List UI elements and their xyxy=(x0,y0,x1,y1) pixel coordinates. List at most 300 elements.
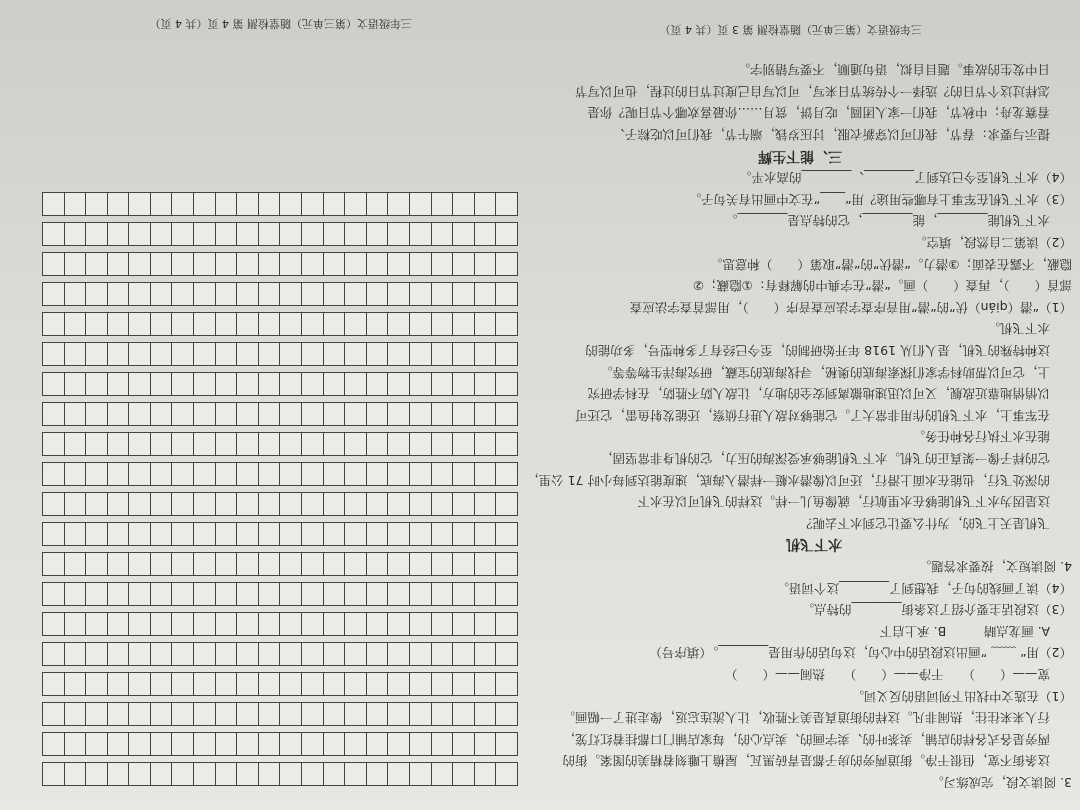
grid-cell[interactable] xyxy=(452,552,475,576)
grid-cell[interactable] xyxy=(474,702,497,726)
grid-cell[interactable] xyxy=(452,222,475,246)
grid-cell[interactable] xyxy=(85,252,108,276)
grid-cell[interactable] xyxy=(409,192,432,216)
grid-cell[interactable] xyxy=(215,612,238,636)
grid-cell[interactable] xyxy=(215,282,238,306)
grid-cell[interactable] xyxy=(42,192,65,216)
grid-cell[interactable] xyxy=(387,342,410,366)
grid-cell[interactable] xyxy=(150,762,173,786)
grid-cell[interactable] xyxy=(215,192,238,216)
grid-cell[interactable] xyxy=(85,312,108,336)
grid-cell[interactable] xyxy=(64,342,87,366)
grid-cell[interactable] xyxy=(128,342,151,366)
grid-cell[interactable] xyxy=(42,702,65,726)
grid-cell[interactable] xyxy=(366,252,389,276)
grid-cell[interactable] xyxy=(258,402,281,426)
grid-cell[interactable] xyxy=(258,672,281,696)
grid-cell[interactable] xyxy=(64,702,87,726)
grid-cell[interactable] xyxy=(64,282,87,306)
grid-cell[interactable] xyxy=(42,762,65,786)
grid-cell[interactable] xyxy=(172,702,195,726)
grid-cell[interactable] xyxy=(387,642,410,666)
grid-cell[interactable] xyxy=(193,702,216,726)
grid-cell[interactable] xyxy=(107,492,130,516)
grid-cell[interactable] xyxy=(495,642,518,666)
grid-cell[interactable] xyxy=(150,222,173,246)
grid-cell[interactable] xyxy=(409,342,432,366)
grid-cell[interactable] xyxy=(236,642,259,666)
grid-cell[interactable] xyxy=(193,522,216,546)
grid-cell[interactable] xyxy=(366,702,389,726)
grid-cell[interactable] xyxy=(409,702,432,726)
grid-cell[interactable] xyxy=(495,432,518,456)
grid-cell[interactable] xyxy=(85,342,108,366)
grid-cell[interactable] xyxy=(172,252,195,276)
grid-cell[interactable] xyxy=(279,372,302,396)
grid-cell[interactable] xyxy=(172,492,195,516)
grid-cell[interactable] xyxy=(193,372,216,396)
grid-cell[interactable] xyxy=(409,582,432,606)
grid-cell[interactable] xyxy=(107,522,130,546)
grid-cell[interactable] xyxy=(150,252,173,276)
grid-cell[interactable] xyxy=(107,672,130,696)
grid-cell[interactable] xyxy=(150,552,173,576)
grid-cell[interactable] xyxy=(366,312,389,336)
grid-cell[interactable] xyxy=(107,312,130,336)
grid-cell[interactable] xyxy=(431,432,454,456)
grid-cell[interactable] xyxy=(366,282,389,306)
grid-cell[interactable] xyxy=(42,372,65,396)
grid-cell[interactable] xyxy=(452,462,475,486)
grid-cell[interactable] xyxy=(344,672,367,696)
grid-cell[interactable] xyxy=(495,282,518,306)
grid-cell[interactable] xyxy=(323,192,346,216)
grid-cell[interactable] xyxy=(301,312,324,336)
grid-cell[interactable] xyxy=(301,552,324,576)
grid-cell[interactable] xyxy=(301,642,324,666)
grid-cell[interactable] xyxy=(279,492,302,516)
grid-cell[interactable] xyxy=(452,192,475,216)
grid-cell[interactable] xyxy=(64,642,87,666)
grid-cell[interactable] xyxy=(387,552,410,576)
grid-cell[interactable] xyxy=(279,732,302,756)
grid-cell[interactable] xyxy=(431,282,454,306)
grid-cell[interactable] xyxy=(366,492,389,516)
grid-cell[interactable] xyxy=(452,522,475,546)
grid-cell[interactable] xyxy=(431,492,454,516)
grid-cell[interactable] xyxy=(258,312,281,336)
grid-cell[interactable] xyxy=(366,522,389,546)
grid-cell[interactable] xyxy=(387,312,410,336)
grid-cell[interactable] xyxy=(474,462,497,486)
grid-cell[interactable] xyxy=(495,462,518,486)
grid-cell[interactable] xyxy=(236,402,259,426)
grid-cell[interactable] xyxy=(323,462,346,486)
grid-cell[interactable] xyxy=(193,462,216,486)
grid-cell[interactable] xyxy=(279,552,302,576)
grid-cell[interactable] xyxy=(366,762,389,786)
grid-cell[interactable] xyxy=(452,432,475,456)
grid-cell[interactable] xyxy=(474,372,497,396)
grid-cell[interactable] xyxy=(172,192,195,216)
grid-cell[interactable] xyxy=(495,582,518,606)
grid-cell[interactable] xyxy=(193,672,216,696)
grid-cell[interactable] xyxy=(495,552,518,576)
grid-cell[interactable] xyxy=(431,732,454,756)
grid-cell[interactable] xyxy=(64,372,87,396)
grid-cell[interactable] xyxy=(366,642,389,666)
grid-cell[interactable] xyxy=(64,312,87,336)
grid-cell[interactable] xyxy=(236,222,259,246)
grid-cell[interactable] xyxy=(128,642,151,666)
grid-cell[interactable] xyxy=(474,612,497,636)
grid-cell[interactable] xyxy=(387,252,410,276)
grid-cell[interactable] xyxy=(344,432,367,456)
grid-cell[interactable] xyxy=(128,582,151,606)
grid-cell[interactable] xyxy=(431,462,454,486)
grid-cell[interactable] xyxy=(258,732,281,756)
grid-cell[interactable] xyxy=(215,732,238,756)
grid-cell[interactable] xyxy=(452,372,475,396)
grid-cell[interactable] xyxy=(387,762,410,786)
grid-cell[interactable] xyxy=(150,582,173,606)
grid-cell[interactable] xyxy=(236,432,259,456)
grid-cell[interactable] xyxy=(301,282,324,306)
grid-cell[interactable] xyxy=(172,342,195,366)
grid-cell[interactable] xyxy=(431,642,454,666)
grid-cell[interactable] xyxy=(107,612,130,636)
grid-cell[interactable] xyxy=(172,372,195,396)
grid-cell[interactable] xyxy=(366,672,389,696)
grid-cell[interactable] xyxy=(344,222,367,246)
grid-cell[interactable] xyxy=(344,522,367,546)
grid-cell[interactable] xyxy=(387,462,410,486)
grid-cell[interactable] xyxy=(344,612,367,636)
grid-cell[interactable] xyxy=(495,192,518,216)
grid-cell[interactable] xyxy=(215,222,238,246)
grid-cell[interactable] xyxy=(387,492,410,516)
grid-cell[interactable] xyxy=(452,282,475,306)
grid-cell[interactable] xyxy=(85,492,108,516)
grid-cell[interactable] xyxy=(128,762,151,786)
grid-cell[interactable] xyxy=(474,432,497,456)
grid-cell[interactable] xyxy=(279,642,302,666)
grid-cell[interactable] xyxy=(409,672,432,696)
grid-cell[interactable] xyxy=(42,282,65,306)
grid-cell[interactable] xyxy=(323,612,346,636)
grid-cell[interactable] xyxy=(150,192,173,216)
grid-cell[interactable] xyxy=(85,192,108,216)
grid-cell[interactable] xyxy=(193,402,216,426)
grid-cell[interactable] xyxy=(42,492,65,516)
grid-cell[interactable] xyxy=(42,522,65,546)
grid-cell[interactable] xyxy=(474,282,497,306)
grid-cell[interactable] xyxy=(409,282,432,306)
grid-cell[interactable] xyxy=(128,282,151,306)
grid-cell[interactable] xyxy=(236,462,259,486)
grid-cell[interactable] xyxy=(258,522,281,546)
grid-cell[interactable] xyxy=(323,432,346,456)
grid-cell[interactable] xyxy=(387,282,410,306)
grid-cell[interactable] xyxy=(301,402,324,426)
grid-cell[interactable] xyxy=(474,552,497,576)
grid-cell[interactable] xyxy=(344,282,367,306)
grid-cell[interactable] xyxy=(452,762,475,786)
grid-cell[interactable] xyxy=(279,402,302,426)
grid-cell[interactable] xyxy=(279,252,302,276)
grid-cell[interactable] xyxy=(279,432,302,456)
grid-cell[interactable] xyxy=(193,432,216,456)
grid-cell[interactable] xyxy=(431,222,454,246)
grid-cell[interactable] xyxy=(172,222,195,246)
grid-cell[interactable] xyxy=(301,672,324,696)
grid-cell[interactable] xyxy=(236,372,259,396)
grid-cell[interactable] xyxy=(431,402,454,426)
grid-cell[interactable] xyxy=(258,372,281,396)
grid-cell[interactable] xyxy=(215,342,238,366)
grid-cell[interactable] xyxy=(279,222,302,246)
grid-cell[interactable] xyxy=(387,222,410,246)
grid-cell[interactable] xyxy=(215,672,238,696)
grid-cell[interactable] xyxy=(387,522,410,546)
grid-cell[interactable] xyxy=(42,672,65,696)
grid-cell[interactable] xyxy=(495,672,518,696)
grid-cell[interactable] xyxy=(236,612,259,636)
grid-cell[interactable] xyxy=(452,702,475,726)
grid-cell[interactable] xyxy=(172,642,195,666)
grid-cell[interactable] xyxy=(431,312,454,336)
grid-cell[interactable] xyxy=(215,252,238,276)
grid-cell[interactable] xyxy=(474,672,497,696)
grid-cell[interactable] xyxy=(236,732,259,756)
grid-cell[interactable] xyxy=(474,492,497,516)
grid-cell[interactable] xyxy=(193,552,216,576)
grid-cell[interactable] xyxy=(279,582,302,606)
grid-cell[interactable] xyxy=(150,732,173,756)
grid-cell[interactable] xyxy=(495,762,518,786)
grid-cell[interactable] xyxy=(258,222,281,246)
grid-cell[interactable] xyxy=(107,432,130,456)
grid-cell[interactable] xyxy=(387,612,410,636)
grid-cell[interactable] xyxy=(215,312,238,336)
grid-cell[interactable] xyxy=(431,762,454,786)
grid-cell[interactable] xyxy=(150,522,173,546)
grid-cell[interactable] xyxy=(107,192,130,216)
grid-cell[interactable] xyxy=(344,252,367,276)
grid-cell[interactable] xyxy=(85,732,108,756)
grid-cell[interactable] xyxy=(409,612,432,636)
grid-cell[interactable] xyxy=(301,462,324,486)
grid-cell[interactable] xyxy=(64,762,87,786)
grid-cell[interactable] xyxy=(366,192,389,216)
grid-cell[interactable] xyxy=(258,252,281,276)
grid-cell[interactable] xyxy=(64,672,87,696)
grid-cell[interactable] xyxy=(107,372,130,396)
grid-cell[interactable] xyxy=(431,342,454,366)
grid-cell[interactable] xyxy=(64,492,87,516)
grid-cell[interactable] xyxy=(279,342,302,366)
grid-cell[interactable] xyxy=(258,462,281,486)
grid-cell[interactable] xyxy=(409,642,432,666)
grid-cell[interactable] xyxy=(215,552,238,576)
grid-cell[interactable] xyxy=(85,702,108,726)
grid-cell[interactable] xyxy=(366,222,389,246)
grid-cell[interactable] xyxy=(64,552,87,576)
grid-cell[interactable] xyxy=(409,432,432,456)
grid-cell[interactable] xyxy=(215,522,238,546)
grid-cell[interactable] xyxy=(279,522,302,546)
grid-cell[interactable] xyxy=(172,582,195,606)
grid-cell[interactable] xyxy=(474,642,497,666)
grid-cell[interactable] xyxy=(474,192,497,216)
grid-cell[interactable] xyxy=(85,222,108,246)
grid-cell[interactable] xyxy=(107,762,130,786)
grid-cell[interactable] xyxy=(323,222,346,246)
grid-cell[interactable] xyxy=(301,492,324,516)
grid-cell[interactable] xyxy=(128,612,151,636)
grid-cell[interactable] xyxy=(193,312,216,336)
grid-cell[interactable] xyxy=(258,432,281,456)
grid-cell[interactable] xyxy=(128,462,151,486)
grid-cell[interactable] xyxy=(128,372,151,396)
grid-cell[interactable] xyxy=(431,192,454,216)
grid-cell[interactable] xyxy=(409,252,432,276)
grid-cell[interactable] xyxy=(279,282,302,306)
grid-cell[interactable] xyxy=(323,342,346,366)
grid-cell[interactable] xyxy=(42,732,65,756)
grid-cell[interactable] xyxy=(85,402,108,426)
grid-cell[interactable] xyxy=(344,492,367,516)
grid-cell[interactable] xyxy=(215,492,238,516)
grid-cell[interactable] xyxy=(387,582,410,606)
grid-cell[interactable] xyxy=(193,282,216,306)
grid-cell[interactable] xyxy=(366,402,389,426)
grid-cell[interactable] xyxy=(64,462,87,486)
grid-cell[interactable] xyxy=(193,342,216,366)
grid-cell[interactable] xyxy=(150,402,173,426)
grid-cell[interactable] xyxy=(85,372,108,396)
grid-cell[interactable] xyxy=(495,222,518,246)
grid-cell[interactable] xyxy=(344,582,367,606)
grid-cell[interactable] xyxy=(323,522,346,546)
grid-cell[interactable] xyxy=(474,252,497,276)
grid-cell[interactable] xyxy=(366,732,389,756)
grid-cell[interactable] xyxy=(107,642,130,666)
grid-cell[interactable] xyxy=(279,612,302,636)
grid-cell[interactable] xyxy=(344,342,367,366)
grid-cell[interactable] xyxy=(150,612,173,636)
grid-cell[interactable] xyxy=(301,522,324,546)
grid-cell[interactable] xyxy=(64,252,87,276)
grid-cell[interactable] xyxy=(366,462,389,486)
grid-cell[interactable] xyxy=(279,192,302,216)
grid-cell[interactable] xyxy=(42,312,65,336)
grid-cell[interactable] xyxy=(150,282,173,306)
grid-cell[interactable] xyxy=(64,432,87,456)
grid-cell[interactable] xyxy=(42,642,65,666)
grid-cell[interactable] xyxy=(301,432,324,456)
grid-cell[interactable] xyxy=(409,492,432,516)
grid-cell[interactable] xyxy=(193,582,216,606)
grid-cell[interactable] xyxy=(150,372,173,396)
grid-cell[interactable] xyxy=(172,672,195,696)
grid-cell[interactable] xyxy=(236,522,259,546)
grid-cell[interactable] xyxy=(172,552,195,576)
grid-cell[interactable] xyxy=(236,252,259,276)
grid-cell[interactable] xyxy=(42,612,65,636)
grid-cell[interactable] xyxy=(258,702,281,726)
grid-cell[interactable] xyxy=(452,342,475,366)
grid-cell[interactable] xyxy=(128,402,151,426)
grid-cell[interactable] xyxy=(344,312,367,336)
grid-cell[interactable] xyxy=(301,342,324,366)
grid-cell[interactable] xyxy=(236,342,259,366)
grid-cell[interactable] xyxy=(172,522,195,546)
grid-cell[interactable] xyxy=(387,402,410,426)
grid-cell[interactable] xyxy=(172,402,195,426)
grid-cell[interactable] xyxy=(387,192,410,216)
grid-cell[interactable] xyxy=(495,492,518,516)
grid-cell[interactable] xyxy=(107,342,130,366)
grid-cell[interactable] xyxy=(495,702,518,726)
grid-cell[interactable] xyxy=(42,402,65,426)
grid-cell[interactable] xyxy=(495,402,518,426)
grid-cell[interactable] xyxy=(107,462,130,486)
grid-cell[interactable] xyxy=(107,702,130,726)
grid-cell[interactable] xyxy=(64,192,87,216)
grid-cell[interactable] xyxy=(474,582,497,606)
grid-cell[interactable] xyxy=(452,312,475,336)
grid-cell[interactable] xyxy=(42,222,65,246)
grid-cell[interactable] xyxy=(85,552,108,576)
grid-cell[interactable] xyxy=(215,402,238,426)
grid-cell[interactable] xyxy=(215,642,238,666)
grid-cell[interactable] xyxy=(409,552,432,576)
grid-cell[interactable] xyxy=(42,582,65,606)
grid-cell[interactable] xyxy=(323,732,346,756)
grid-cell[interactable] xyxy=(258,492,281,516)
grid-cell[interactable] xyxy=(172,732,195,756)
grid-cell[interactable] xyxy=(258,762,281,786)
grid-cell[interactable] xyxy=(431,672,454,696)
grid-cell[interactable] xyxy=(128,252,151,276)
grid-cell[interactable] xyxy=(344,702,367,726)
grid-cell[interactable] xyxy=(323,312,346,336)
grid-cell[interactable] xyxy=(236,552,259,576)
grid-cell[interactable] xyxy=(452,612,475,636)
grid-cell[interactable] xyxy=(301,582,324,606)
grid-cell[interactable] xyxy=(128,492,151,516)
grid-cell[interactable] xyxy=(387,672,410,696)
grid-cell[interactable] xyxy=(128,672,151,696)
grid-cell[interactable] xyxy=(128,192,151,216)
grid-cell[interactable] xyxy=(409,762,432,786)
grid-cell[interactable] xyxy=(150,342,173,366)
grid-cell[interactable] xyxy=(431,252,454,276)
grid-cell[interactable] xyxy=(193,492,216,516)
grid-cell[interactable] xyxy=(452,252,475,276)
grid-cell[interactable] xyxy=(301,702,324,726)
grid-cell[interactable] xyxy=(236,312,259,336)
grid-cell[interactable] xyxy=(258,282,281,306)
grid-cell[interactable] xyxy=(387,432,410,456)
grid-cell[interactable] xyxy=(495,522,518,546)
grid-cell[interactable] xyxy=(323,402,346,426)
grid-cell[interactable] xyxy=(215,462,238,486)
grid-cell[interactable] xyxy=(236,702,259,726)
grid-cell[interactable] xyxy=(301,192,324,216)
grid-cell[interactable] xyxy=(495,252,518,276)
